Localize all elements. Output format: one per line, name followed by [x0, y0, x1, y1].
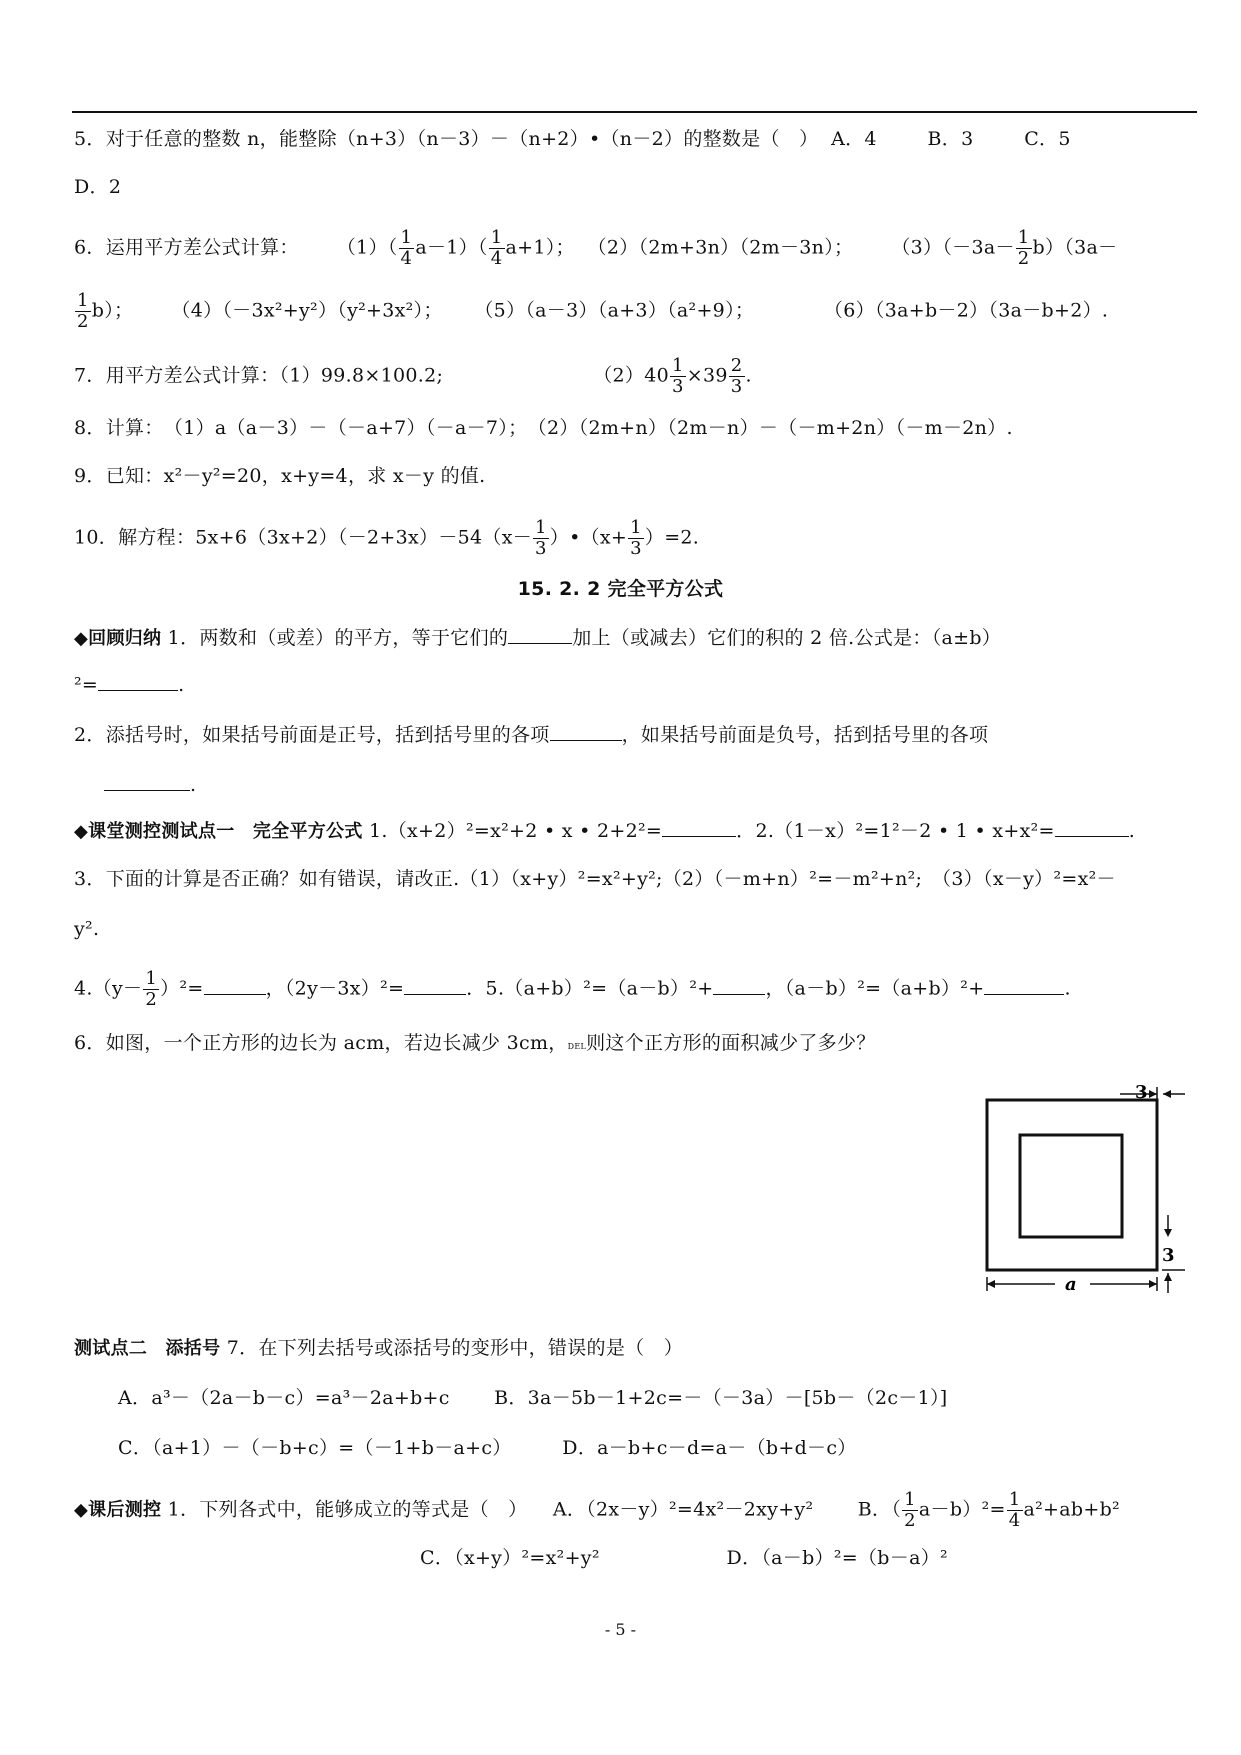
question-9: 9．已知：x²－y²=20，x+y=4，求 x－y 的值.: [74, 465, 486, 487]
after-class-options-cd: C．（x+y）²=x²+y² D．（a－b）²=（b－a）²: [420, 1547, 948, 1569]
test2-options-ab: A．a³－（2a－b－c）=a³－2a+b+c B．3a－5b－1+2c=－（－3a）－[5b－（2c－1）]: [118, 1387, 948, 1409]
fraction-one-third: $\frac{1}{3}$: [535, 517, 547, 559]
review-line-2: ²= .: [74, 674, 185, 696]
answer-blank: [713, 976, 765, 995]
review-line-4: .: [104, 772, 1224, 798]
dimension-label-bottom: a: [1065, 1274, 1077, 1295]
fraction-one-quarter: $\frac{1}{4}$: [490, 227, 503, 269]
dimension-label-side: 3: [1162, 1245, 1175, 1266]
answer-blank: [1055, 818, 1129, 837]
test2-options-cd: C．（a+1）－（－b+c）=（－1+b－a+c） D．a－b+c－d=a－（b+d－c）: [118, 1437, 857, 1459]
answer-blank: [98, 672, 178, 691]
inner-square: [1020, 1135, 1122, 1237]
fraction-one-half: $\frac{1}{2}$: [1017, 227, 1030, 269]
review-line-3: 2．添括号时，如果括号前面是正号，括到括号里的各项 ，如果括号前面是负号，括到括号里的各项: [74, 724, 989, 746]
question-5-option-d: D．2: [74, 176, 122, 198]
test2-question-7: 测试点二 添括号 7．在下列去括号或添括号的变形中，错误的是（ ）: [74, 1337, 684, 1359]
header-rule: [72, 111, 1197, 113]
fraction-one-third: $\frac{1}{3}$: [671, 355, 684, 397]
question-8: 8．计算： （1）a（a－3）－（－a+7）（－a－7）； （2）（2m+n）（2m－n）－（－m+2n）（－m－2n）.: [74, 417, 1013, 439]
outer-square: [987, 1100, 1157, 1270]
section-title: 15. 2. 2 完全平方公式: [517, 578, 724, 600]
answer-blank: [204, 976, 266, 995]
fraction-one-quarter: $\frac{1}{4}$: [400, 227, 413, 269]
after-class-question-1: ◆课后测控 1．下列各式中，能够成立的等式是（ ） A．（2x－y）²=4x²－2xy+y² B．（ $\frac{1}{2}$ a－b）²= $\frac{1}{4}$ a²+ab+b²: [74, 1489, 1120, 1531]
answer-blank: [508, 625, 572, 644]
review-line-1: ◆回顾归纳 1．两数和（或差）的平方，等于它们的 加上（或减去）它们的积的 2 倍.公式是：（a±b）: [74, 627, 1002, 649]
fraction-one-third: $\frac{1}{3}$: [630, 517, 642, 559]
answer-blank: [984, 976, 1064, 995]
question-10: 10．解方程：5x+6（3x+2）（－2+3x）－54（x－ $\frac{1}{3}$ ）•（x+ $\frac{1}{3}$ ）=2.: [74, 517, 700, 559]
fraction-two-thirds: $\frac{2}{3}$: [730, 355, 743, 397]
page-number: - 5 -: [604, 1620, 637, 1639]
answer-blank: [404, 976, 466, 995]
class-test-line-1: ◆课堂测控测试点一 完全平方公式 1.（x+2）²=x²+2 • x • 2+2²= ．2.（1－x）²=1²－2 • 1 • x+x²= .: [74, 820, 1136, 842]
square-figure: [985, 1085, 1185, 1300]
answer-blank: [104, 772, 190, 791]
questions-4-5: 4.（y－ $\frac{1}{2}$ ）²= ，（2y－3x）²= ．5.（a+b）²=（a－b）²+ ，（a－b）²=（a+b）²+ .: [74, 968, 1071, 1010]
fraction-one-half: $\frac{1}{2}$: [904, 1489, 916, 1531]
question-6b: 6．如图，一个正方形的边长为 acm，若边长减少 3cm，DEL则这个正方形的面积减少了多少？: [74, 1032, 876, 1054]
question-3: 3．下面的计算是否正确？如有错误，请改正.（1）（x+y）²=x²+y²;（2）（－m+n）²=－m²+n²; （3）（x－y）²=x²－: [74, 868, 1116, 890]
answer-blank: [550, 722, 622, 741]
question-7: 7．用平方差公式计算：（1）99.8×100.2; （2）40 $\frac{1}{3}$ ×39 $\frac{2}{3}$ .: [74, 355, 752, 397]
dimension-label-top: 3: [1135, 1085, 1148, 1103]
fraction-one-half: $\frac{1}{2}$: [77, 290, 89, 332]
fraction-one-half: $\frac{1}{2}$: [145, 968, 158, 1010]
fraction-one-quarter: $\frac{1}{4}$: [1008, 1489, 1021, 1531]
question-5: 5．对于任意的整数 n，能整除（n+3）（n－3）－（n+2）•（n－2）的整数是（ ） A．4 B．3 C．5: [74, 128, 1071, 150]
question-6-line-2: $\frac{1}{2}$ b）； （4）（－3x²+y²）（y²+3x²）； （5）（a－3）（a+3）（a²+9）； （6）（3a+b－2）（3a－b+2）.: [77, 290, 1109, 332]
answer-blank: [662, 818, 736, 837]
question-3-cont: y².: [74, 918, 100, 940]
question-6-line-1: 6．运用平方差公式计算： （1）（ $\frac{1}{4}$ a－1）（ $\frac{1}{4}$ a+1）； （2）（2m+3n）（2m－3n）； （3）（－3a－ $\frac{1}{2}$ b）（3a－: [74, 227, 1118, 269]
